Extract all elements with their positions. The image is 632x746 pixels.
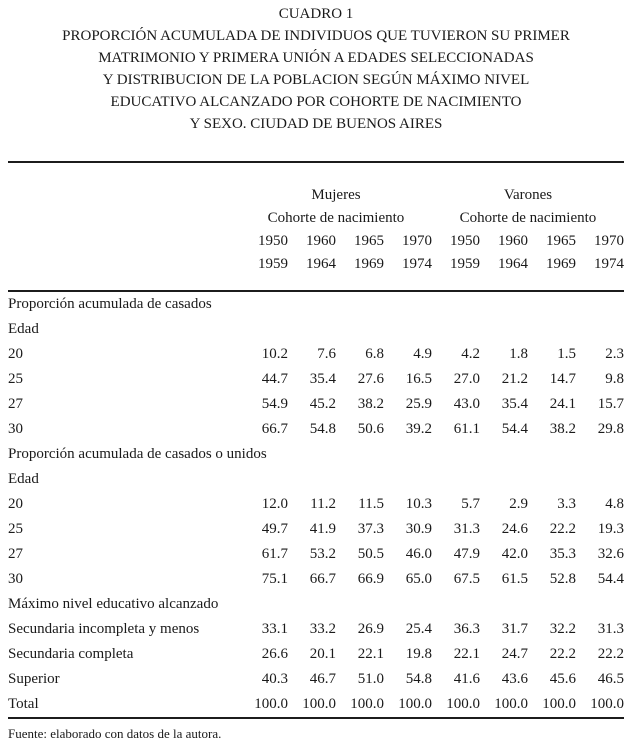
cohort-year: 1964: [498, 256, 528, 272]
cohort-year: 1960: [306, 233, 336, 249]
cell-value: 100.0: [446, 696, 480, 712]
cell-value: 22.2: [597, 646, 624, 662]
table-row: [8, 342, 624, 367]
cell-value: 16.5: [405, 371, 432, 387]
row-label: Superior: [8, 671, 60, 687]
cell-value: 54.8: [405, 671, 432, 687]
cell-value: 10.2: [261, 346, 288, 362]
cell-value: 5.7: [461, 496, 480, 512]
cell-value: 27.0: [453, 371, 480, 387]
cell-value: 46.0: [405, 546, 432, 562]
cell-value: 53.2: [309, 546, 336, 562]
cell-value: 1.5: [557, 346, 576, 362]
header-spacer: [8, 184, 240, 207]
cell-value: 35.3: [549, 546, 576, 562]
group-label-mujeres: Mujeres: [311, 187, 361, 203]
cohort-year: 1950: [450, 233, 480, 249]
cohort-year: 1959: [450, 256, 480, 272]
cell-value: 45.6: [549, 671, 576, 687]
cell-value: 66.7: [261, 421, 288, 437]
cell-value: 100.0: [254, 696, 288, 712]
cell-value: 39.2: [405, 421, 432, 437]
cell-value: 65.0: [405, 571, 432, 587]
row-label: 25: [8, 371, 23, 387]
cell-value: 43.6: [501, 671, 528, 687]
cell-value: 50.6: [357, 421, 384, 437]
cell-value: 75.1: [261, 571, 288, 587]
cell-value: 37.3: [357, 521, 384, 537]
row-label: Secundaria completa: [8, 646, 134, 662]
row-label: 27: [8, 396, 23, 412]
section-subheading: Edad: [8, 321, 39, 337]
row-label: 20: [8, 346, 23, 362]
group-label-row: [8, 184, 624, 207]
table-row: [8, 667, 624, 692]
title-line: EDUCATIVO ALCANZADO POR COHORTE DE NACIMIENTO: [110, 94, 522, 110]
cell-value: 38.2: [549, 421, 576, 437]
cell-value: 35.4: [501, 396, 528, 412]
cell-value: 26.6: [261, 646, 288, 662]
cell-value: 1.8: [509, 346, 528, 362]
cuadro-1-table: [8, 161, 624, 719]
cell-value: 33.2: [309, 621, 336, 637]
cell-value: 44.7: [261, 371, 288, 387]
group-label-varones: Varones: [503, 187, 553, 203]
cell-value: 49.7: [261, 521, 288, 537]
cell-value: 24.7: [501, 646, 528, 662]
cell-value: 31.3: [453, 521, 480, 537]
cell-value: 54.8: [309, 421, 336, 437]
cell-value: 46.5: [597, 671, 624, 687]
cell-value: 50.5: [357, 546, 384, 562]
table-row: [8, 492, 624, 517]
cell-value: 46.7: [309, 671, 336, 687]
cell-value: 61.7: [261, 546, 288, 562]
cell-value: 31.3: [597, 621, 624, 637]
cohort-year: 1964: [306, 256, 336, 272]
header-spacer: [8, 207, 240, 230]
cell-value: 100.0: [494, 696, 528, 712]
cell-value: 7.6: [317, 346, 336, 362]
cell-value: 2.3: [605, 346, 624, 362]
cell-value: 66.7: [309, 571, 336, 587]
row-label: Secundaria incompleta y menos: [8, 621, 200, 637]
cell-value: 27.6: [357, 371, 384, 387]
cell-value: 26.9: [357, 621, 384, 637]
cell-value: 6.8: [365, 346, 384, 362]
cell-value: 38.2: [357, 396, 384, 412]
section-subheading: Edad: [8, 471, 39, 487]
cell-value: 35.4: [309, 371, 336, 387]
cell-value: 4.8: [605, 496, 624, 512]
cell-value: 22.1: [453, 646, 480, 662]
table-row: [8, 642, 624, 667]
table-row: [8, 567, 624, 592]
cell-value: 25.9: [405, 396, 432, 412]
cell-value: 2.9: [509, 496, 528, 512]
cell-value: 30.9: [405, 521, 432, 537]
header-spacer: [8, 230, 240, 253]
section-heading: Proporción acumulada de casados: [8, 296, 212, 312]
cell-value: 54.9: [261, 396, 288, 412]
row-label: 27: [8, 546, 23, 562]
bottom-rule: [8, 717, 624, 719]
cell-value: 4.2: [461, 346, 480, 362]
cell-value: 19.8: [405, 646, 432, 662]
cohort-year: 1959: [258, 256, 288, 272]
table-title: [0, 0, 632, 135]
row-label: 20: [8, 496, 23, 512]
cell-value: 29.8: [597, 421, 624, 437]
table-row: [8, 517, 624, 542]
cohort-year: 1974: [594, 256, 624, 272]
cell-value: 43.0: [453, 396, 480, 412]
table-body: [8, 292, 624, 717]
cell-value: 100.0: [590, 696, 624, 712]
cohort-year: 1960: [498, 233, 528, 249]
cell-value: 100.0: [398, 696, 432, 712]
table-row: [8, 542, 624, 567]
cell-value: 100.0: [302, 696, 336, 712]
cell-value: 41.9: [309, 521, 336, 537]
table-row: [8, 392, 624, 417]
cell-value: 54.4: [597, 571, 624, 587]
cohort-start-year-row: [8, 230, 624, 253]
cohort-sublabel-mujeres: Cohorte de nacimiento: [267, 210, 405, 226]
cell-value: 24.1: [549, 396, 576, 412]
row-label: 30: [8, 571, 23, 587]
cohort-year: 1950: [258, 233, 288, 249]
cell-value: 11.2: [310, 496, 336, 512]
cell-value: 3.3: [557, 496, 576, 512]
cell-value: 40.3: [261, 671, 288, 687]
cell-value: 21.2: [501, 371, 528, 387]
cohort-year: 1969: [546, 256, 576, 272]
table-row: [8, 417, 624, 442]
section-heading: Proporción acumulada de casados o unidos: [8, 446, 267, 462]
cohort-year: 1969: [354, 256, 384, 272]
table-row: [8, 692, 624, 717]
cell-value: 25.4: [405, 621, 432, 637]
header-spacer: [8, 253, 240, 276]
cell-value: 20.1: [309, 646, 336, 662]
cell-value: 10.3: [405, 496, 432, 512]
cell-value: 66.9: [357, 571, 384, 587]
cell-value: 11.5: [358, 496, 384, 512]
cell-value: 52.8: [549, 571, 576, 587]
cell-value: 15.7: [597, 396, 624, 412]
cell-value: 22.1: [357, 646, 384, 662]
cell-value: 45.2: [309, 396, 336, 412]
cell-value: 41.6: [453, 671, 480, 687]
title-line: PROPORCIÓN ACUMULADA DE INDIVIDUOS QUE TUVIERON SU PRIMER: [62, 28, 570, 44]
cell-value: 22.2: [549, 521, 576, 537]
cell-value: 42.0: [501, 546, 528, 562]
table-row: [8, 617, 624, 642]
cell-value: 9.8: [605, 371, 624, 387]
cell-value: 33.1: [261, 621, 288, 637]
cell-value: 47.9: [453, 546, 480, 562]
title-line: CUADRO 1: [278, 6, 354, 22]
cell-value: 14.7: [549, 371, 576, 387]
cell-value: 61.5: [501, 571, 528, 587]
cell-value: 22.2: [549, 646, 576, 662]
table-row: [8, 367, 624, 392]
cell-value: 61.1: [453, 421, 480, 437]
cell-value: 51.0: [357, 671, 384, 687]
cell-value: 19.3: [597, 521, 624, 537]
cohort-sublabel-row: [8, 207, 624, 230]
cohort-year: 1974: [402, 256, 432, 272]
cell-value: 31.7: [501, 621, 528, 637]
cohort-sublabel-varones: Cohorte de nacimiento: [459, 210, 597, 226]
cohort-year: 1965: [546, 233, 576, 249]
cohort-year: 1970: [594, 233, 624, 249]
title-line: Y DISTRIBUCION DE LA POBLACION SEGÚN MÁXIMO NIVEL: [102, 72, 530, 88]
cohort-end-year-row: [8, 253, 624, 276]
section-heading: Máximo nivel educativo alcanzado: [8, 596, 219, 612]
cell-value: 100.0: [542, 696, 576, 712]
cohort-year: 1965: [354, 233, 384, 249]
cell-value: 32.6: [597, 546, 624, 562]
cell-value: 36.3: [453, 621, 480, 637]
row-label: 25: [8, 521, 23, 537]
row-label: 30: [8, 421, 23, 437]
cell-value: 24.6: [501, 521, 528, 537]
title-line: MATRIMONIO Y PRIMERA UNIÓN A EDADES SELECCIONADAS: [98, 50, 534, 66]
cell-value: 54.4: [501, 421, 528, 437]
cell-value: 12.0: [261, 496, 288, 512]
source-note: Fuente: elaborado con datos de la autora.: [8, 726, 222, 741]
cell-value: 67.5: [453, 571, 480, 587]
table-header: [8, 163, 624, 290]
cell-value: 4.9: [413, 346, 432, 362]
cohort-year: 1970: [402, 233, 432, 249]
cell-value: 32.2: [549, 621, 576, 637]
title-line: Y SEXO. CIUDAD DE BUENOS AIRES: [189, 116, 443, 132]
row-label: Total: [8, 696, 39, 712]
cell-value: 100.0: [350, 696, 384, 712]
